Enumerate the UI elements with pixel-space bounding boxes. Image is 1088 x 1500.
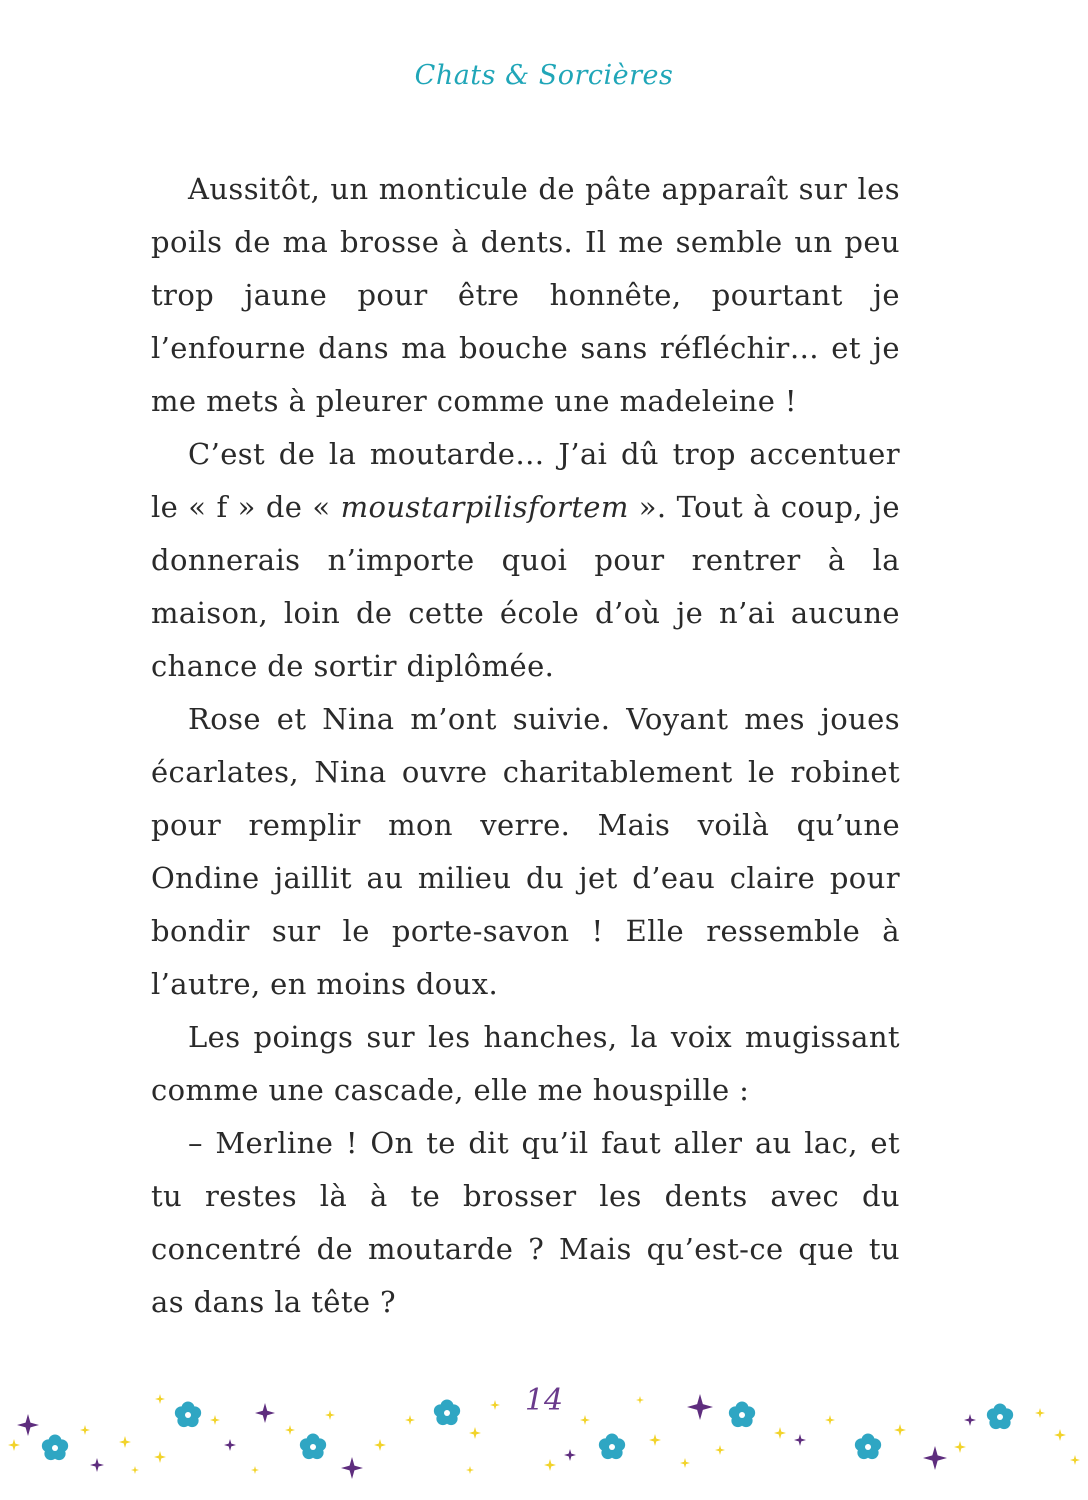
yellow-star-icon — [954, 1441, 966, 1453]
yellow-star-icon — [131, 1466, 139, 1474]
yellow-star-icon — [1054, 1429, 1066, 1441]
flower-icon — [855, 1434, 881, 1460]
page-number: 14 — [524, 1383, 564, 1418]
running-head: Chats & Sorcières — [414, 60, 674, 91]
paragraph-2-after: ». Tout à coup, je donnerais n’importe quoi pour rentrer à la maison, loin de cette école d’où je n’ai aucune chance de sortir diplômée. — [151, 490, 900, 683]
yellow-star-icon — [80, 1425, 90, 1435]
yellow-star-icon — [119, 1436, 131, 1448]
yellow-star-icon — [715, 1445, 725, 1455]
purple-star-icon — [224, 1439, 236, 1451]
purple-star-icon — [794, 1434, 806, 1446]
purple-star-icon — [90, 1458, 104, 1472]
yellow-star-icon — [1070, 1455, 1080, 1465]
paragraph-1: Aussitôt, un monticule de pâte apparaît sur les poils de ma brosse à dents. Il me semble un peu trop jaune pour être honnête, pourtant je l’enfourne dans ma bouche sans réfléchir… et je me mets à pleurer comme une madeleine ! — [151, 172, 900, 418]
flower-icon — [300, 1434, 326, 1460]
yellow-star-icon — [774, 1427, 786, 1439]
yellow-star-icon — [469, 1427, 481, 1439]
yellow-star-icon — [285, 1425, 295, 1435]
purple-star-icon — [564, 1449, 576, 1461]
yellow-star-icon — [154, 1451, 166, 1463]
yellow-star-icon — [374, 1439, 386, 1451]
flower-icon — [599, 1434, 625, 1460]
paragraph-2 — [151, 428, 900, 693]
yellow-star-icon — [894, 1424, 906, 1436]
paragraph-2-before: C’est de la moutarde… J’ai dû trop accentuer le « f » de « — [151, 437, 900, 524]
paragraph-3: Rose et Nina m’ont suivie. Voyant mes joues écarlates, Nina ouvre charitablement le robinet pour remplir mon verre. Mais voilà qu’une Ondine jaillit au milieu du jet d’eau claire pour bondir sur le porte-savon ! Elle ressemble à l’autre, en moins doux. — [151, 702, 900, 1001]
yellow-star-icon — [251, 1466, 259, 1474]
yellow-star-icon — [8, 1439, 20, 1451]
purple-star-icon — [923, 1446, 947, 1470]
yellow-star-icon — [649, 1434, 661, 1446]
yellow-star-icon — [680, 1458, 690, 1468]
yellow-star-icon — [466, 1466, 474, 1474]
flower-icon — [42, 1435, 68, 1461]
purple-star-icon — [341, 1457, 363, 1479]
paragraph-4: Les poings sur les hanches, la voix mugissant comme une cascade, elle me houspille : — [151, 1020, 900, 1107]
yellow-star-icon — [544, 1459, 556, 1471]
paragraph-5: – Merline ! On te dit qu’il faut aller au lac, et tu restes là à te brosser les dents avec du concentré de moutarde ? Mais qu’est-ce que tu as dans la tête ? — [151, 1126, 900, 1319]
spell-word: moustarpilisfortem — [340, 490, 629, 524]
body-text — [151, 163, 900, 1329]
